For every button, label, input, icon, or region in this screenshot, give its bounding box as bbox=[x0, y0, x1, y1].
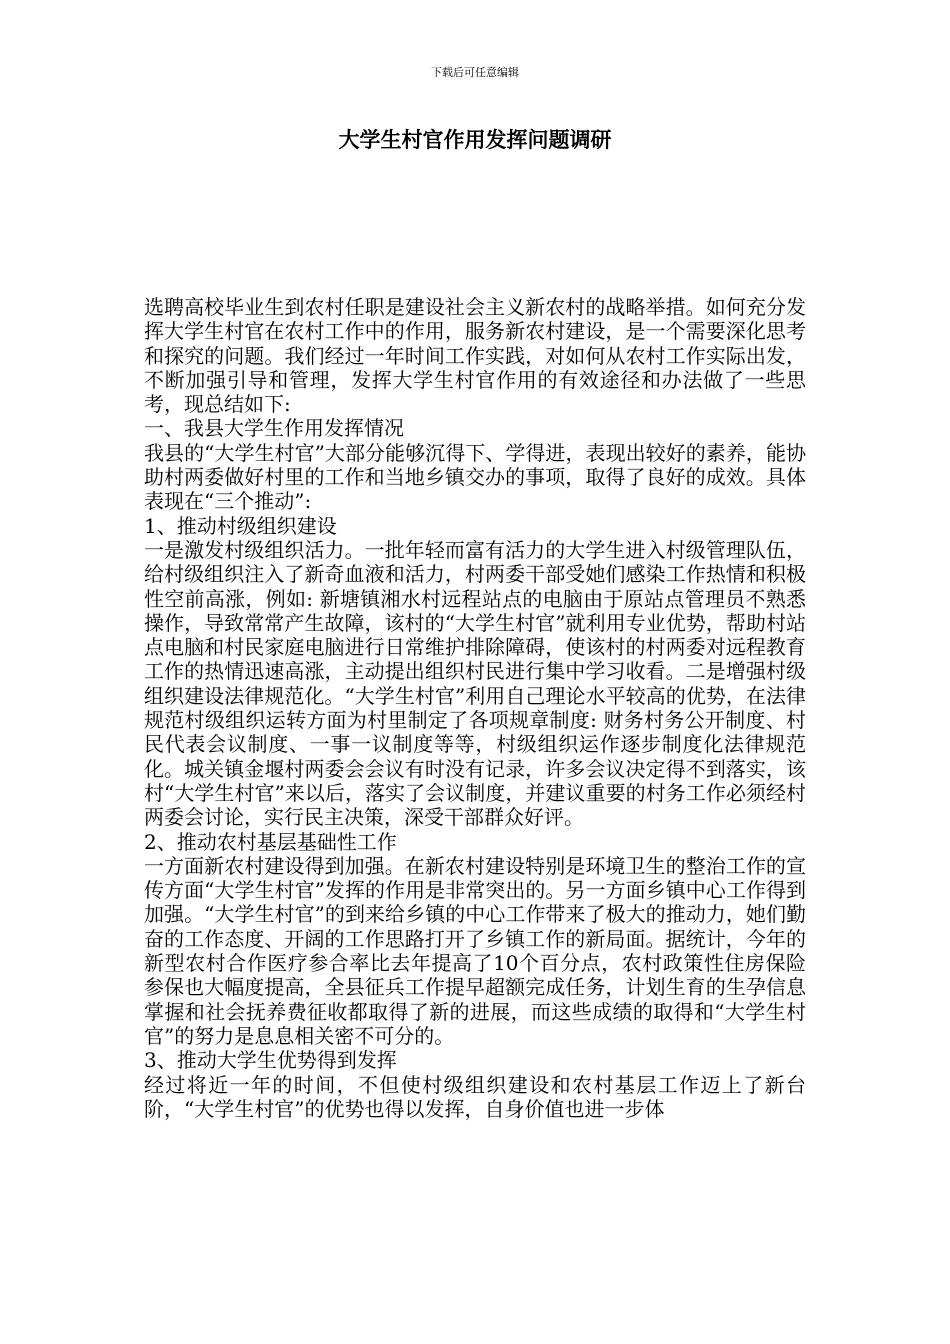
subsection-3-paragraph: 经过将近一年的时间，不但使村级组织建设和农村基层工作迈上了新台阶，“大学生村官”的优势也得以发挥，自身价值也进一步体 bbox=[144, 1072, 806, 1121]
subsection-1-paragraph: 一是激发村级组织活力。一批年轻而富有活力的大学生进入村级管理队伍，给村级组织注入了新奇血液和活力，村两委干部受她们感染工作热情和积极性空前高涨，例如: 新塘镇湘水村远程站点的电脑由于原站点管理员不熟悉操作，导致常常产生故障，该村的“大学生村官”就利用专业优势，帮助村站点电脑和村民家庭电脑进行日常维护排除障碍，使该村的村两委对远程教育工作的热情迅速高涨，主动提出组织村民进行集中学习收看。二是增强村级组织建设法律规范化。“大学生村官”利用自己理论水平较高的优势，在法律规范村级组织运转方面为村里制定了各项规章制度: 财务村务公开制度、村民代表会议制度、一事一议制度等等，村级组织运作逐步制度化法律规范化。城关镇金堰村两委会会议有时没有记录，许多会议决定得不到落实，该村“大学生村官”来以后，落实了会议制度，并建议重要的村务工作必须经村两委会讨论，实行民主决策，深受干部群众好评。 bbox=[144, 537, 806, 830]
intro-paragraph: 选聘高校毕业生到农村任职是建设社会主义新农村的战略举措。如何充分发挥大学生村官在农村工作中的作用，服务新农村建设，是一个需要深化思考和探究的问题。我们经过一年时间工作实践，对如何从农村工作实际出发，不断加强引导和管理，发挥大学生村官作用的有效途径和办法做了一些思考，现总结如下: bbox=[144, 295, 806, 417]
subsection-heading-2: 2、推动农村基层基础性工作 bbox=[144, 829, 397, 854]
subsection-2-paragraph: 一方面新农村建设得到加强。在新农村建设特别是环境卫生的整治工作的宣传方面“大学生村官”发挥的作用是非常突出的。另一方面乡镇中心工作得到加强。“大学生村官”的到来给乡镇的中心工作带来了极大的推动力，她们勤奋的工作态度、开阔的工作思路打开了乡镇工作的新局面。据统计，今年的新型农村合作医疗参合率比去年提高了10个百分点，农村政策性住房保险参保也大幅度提高，全县征兵工作提早超额完成任务，计划生育的生孕信息掌握和社会抚养费征收都取得了新的进展，而这些成绩的取得和“大学生村官”的努力是息息相关密不可分的。 bbox=[144, 853, 806, 1048]
section-1-paragraph: 我县的“大学生村官”大部分能够沉得下、学得进，表现出较好的素养，能协助村两委做好村里的工作和当地乡镇交办的事项，取得了良好的成效。具体表现在“三个推动”: bbox=[144, 440, 806, 514]
section-heading-1: 一、我县大学生作用发挥情况 bbox=[144, 416, 404, 441]
subsection-heading-3: 3、推动大学生优势得到发挥 bbox=[144, 1048, 397, 1073]
page-header-note: 下载后可任意编辑 bbox=[431, 66, 519, 79]
subsection-heading-1: 1、推动村级组织建设 bbox=[144, 513, 337, 538]
document-body bbox=[144, 295, 806, 1121]
document-title: 大学生村官作用发挥问题调研 bbox=[338, 128, 612, 152]
